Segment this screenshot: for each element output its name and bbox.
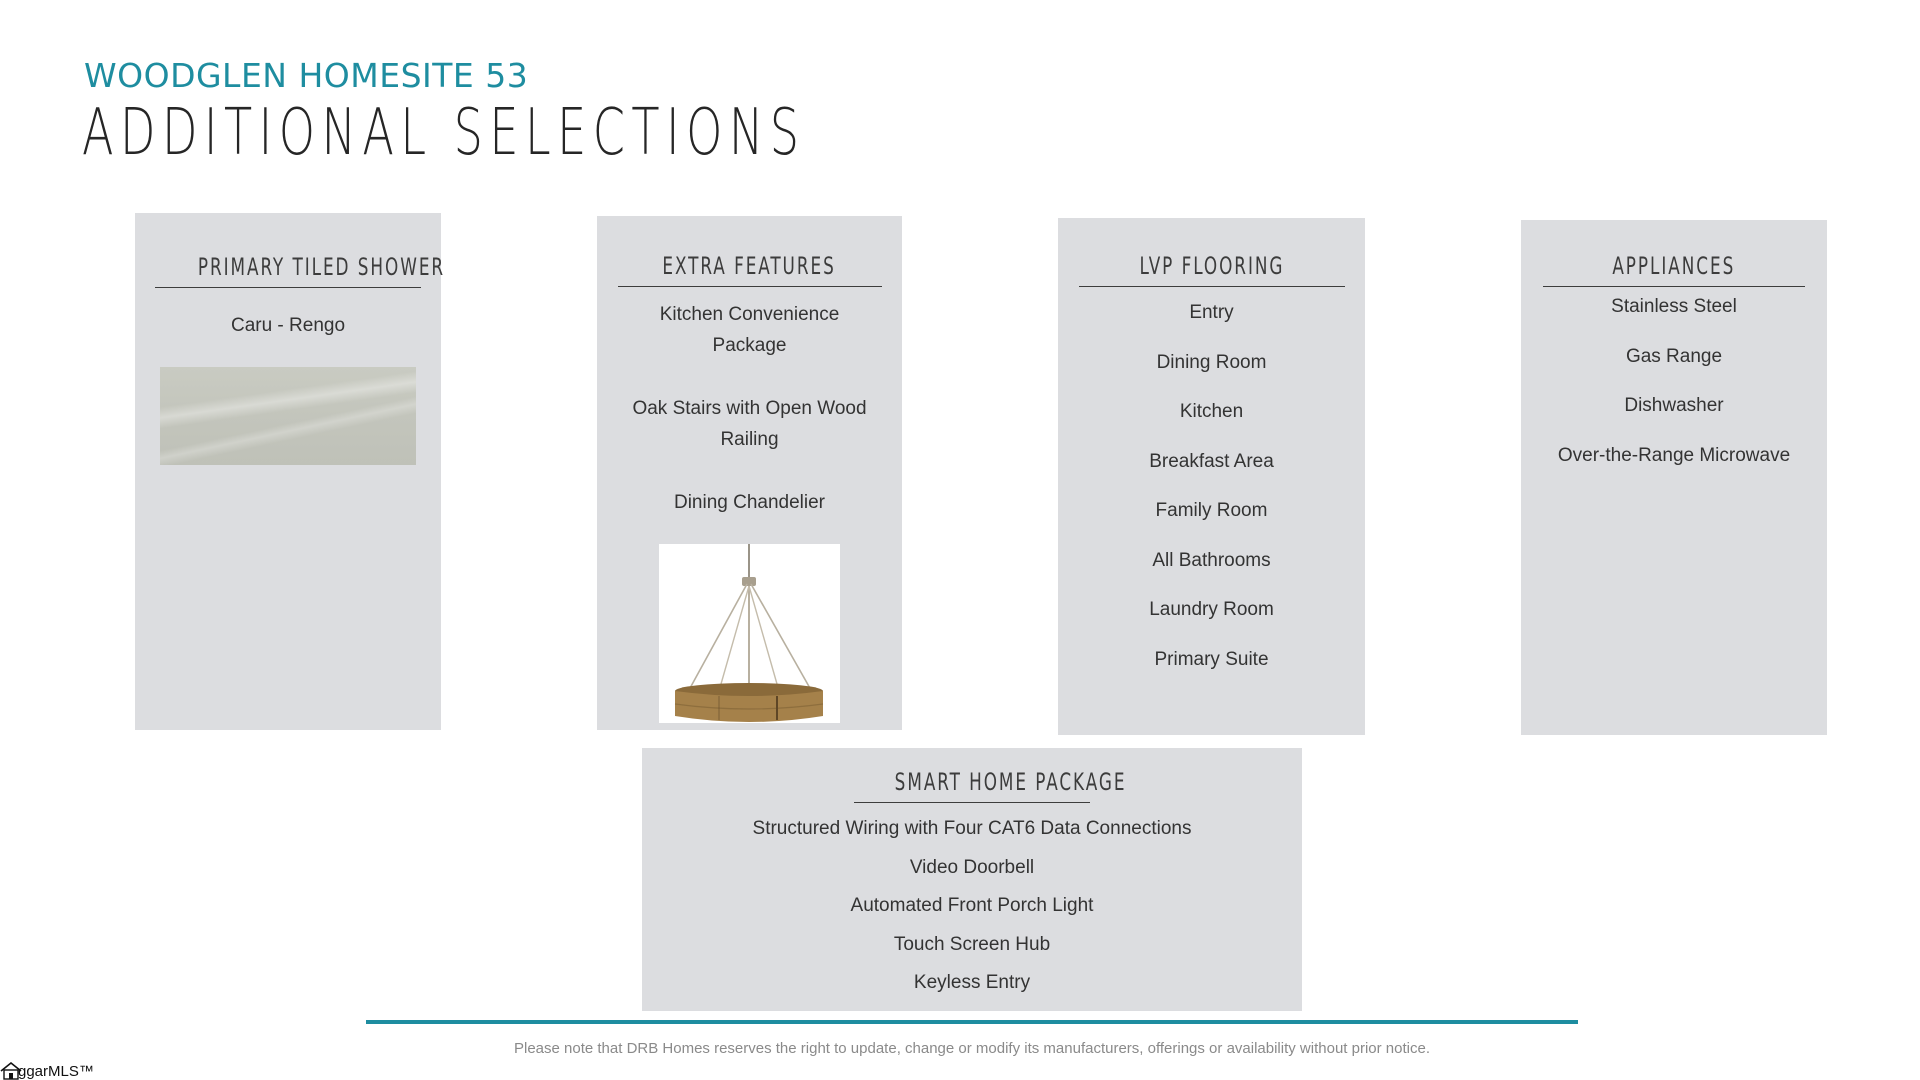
chandelier-image <box>659 544 840 723</box>
tile-swatch-image <box>160 367 416 465</box>
list-item: Kitchen Convenience Package <box>659 304 840 356</box>
card-extra-features <box>597 216 902 730</box>
homesite-subtitle: WOODGLEN HOMESITE 53 <box>84 56 529 95</box>
card-heading: SMART HOME PACKAGE <box>854 768 1090 803</box>
card-primary-tiled-shower <box>135 213 446 730</box>
mls-logo-text: ggarMLS™ <box>18 1062 94 1080</box>
disclaimer-text: Please note that DRB Homes reserves the right to update, change or modify its manufacturers, offerings or availability without prior notice. <box>513 1040 1430 1057</box>
list-item: Primary Suite <box>1154 648 1269 670</box>
mls-logo <box>0 1062 94 1080</box>
list-item: Laundry Room <box>1149 599 1274 620</box>
item-list <box>597 299 902 518</box>
list-item: Caru - Rengo <box>230 315 346 336</box>
card-heading: APPLIANCES <box>1543 252 1805 287</box>
list-item: Entry <box>1189 302 1234 323</box>
list-item: Touch Screen Hub <box>893 933 1051 955</box>
card-appliances <box>1521 220 1827 735</box>
list-item: Breakfast Area <box>1149 450 1274 472</box>
item-list <box>1058 297 1365 675</box>
page-title: ADDITIONAL SELECTIONS <box>82 96 806 170</box>
list-item: Dining Room <box>1156 351 1267 373</box>
item-list <box>642 813 1302 998</box>
footer-divider <box>366 1020 1578 1024</box>
list-item: Dishwasher <box>1624 395 1724 416</box>
list-item: Automated Front Porch Light <box>850 895 1094 917</box>
list-item: Video Doorbell <box>909 856 1035 878</box>
list-item: Structured Wiring with Four CAT6 Data Connections <box>752 818 1192 839</box>
list-item: All Bathrooms <box>1152 549 1271 571</box>
card-smart-home-package <box>642 748 1302 1011</box>
card-heading: LVP FLOORING <box>1079 252 1345 287</box>
card-heading: EXTRA FEATURES <box>618 252 882 287</box>
list-item: Stainless Steel <box>1611 296 1737 317</box>
list-item: Oak Stairs with Open Wood Railing <box>632 398 867 450</box>
list-item: Kitchen <box>1179 401 1244 422</box>
list-item: Dining Chandelier <box>673 492 826 513</box>
card-lvp-flooring <box>1058 218 1365 735</box>
item-list <box>1521 291 1827 471</box>
card-heading: PRIMARY TILED SHOWER <box>155 253 421 288</box>
list-item: Keyless Entry <box>913 972 1031 994</box>
list-item: Over-the-Range Microwave <box>1557 444 1791 466</box>
list-item: Family Room <box>1155 500 1268 521</box>
list-item: Gas Range <box>1625 345 1723 367</box>
